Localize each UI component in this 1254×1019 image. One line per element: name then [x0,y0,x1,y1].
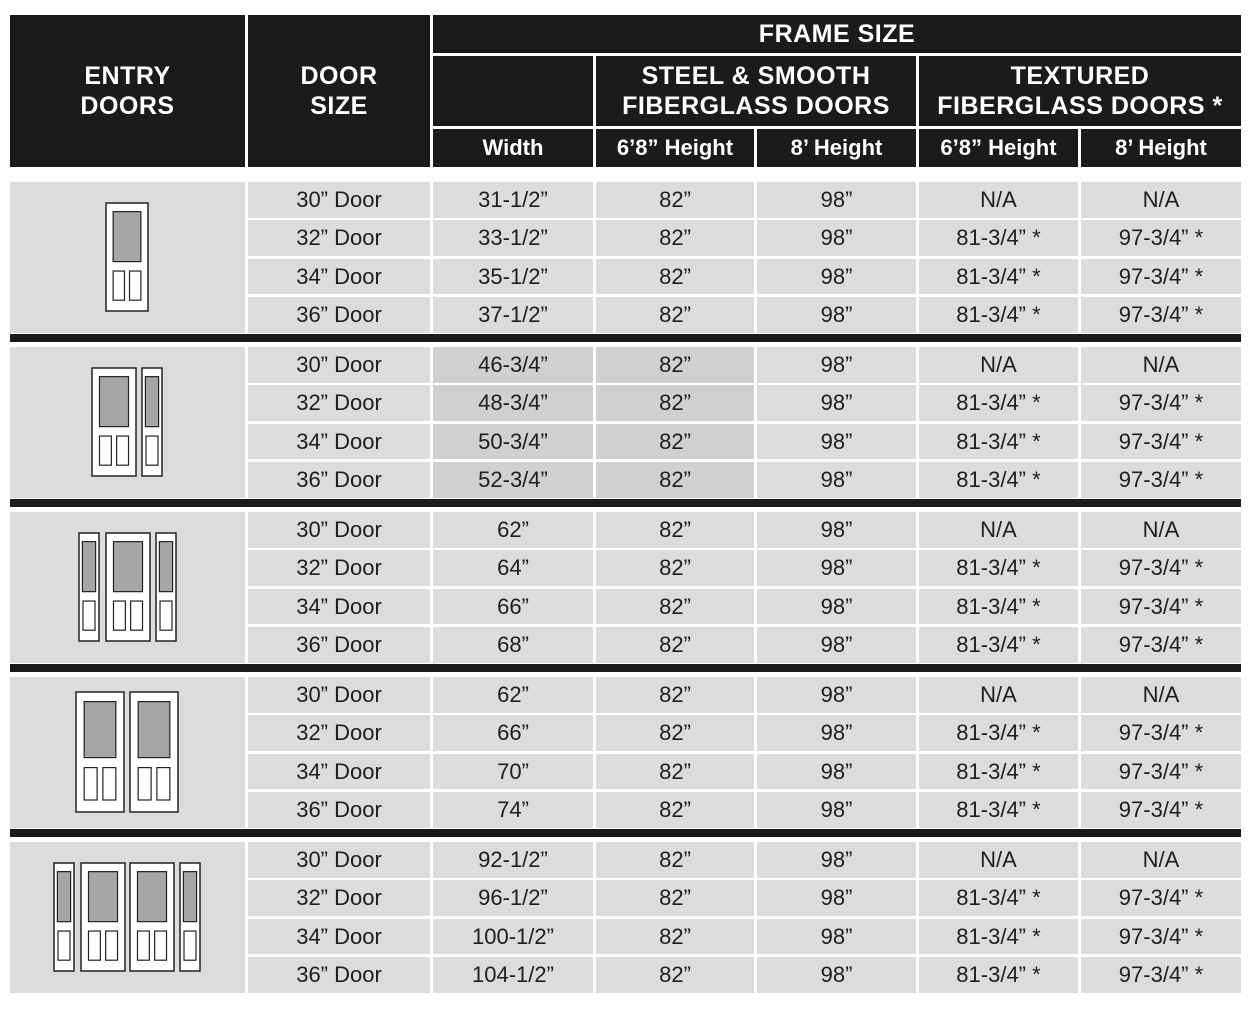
textured-68-height-cell: 81-3/4” * [919,462,1078,498]
door-size-cell: 30” Door [248,347,430,383]
steel-68-height-cell: 82” [596,347,754,383]
textured-8-height-cell: 97-3/4” * [1081,297,1241,333]
width-cell: 96-1/2” [433,880,593,916]
steel-68-height-header: 6’8” Height [596,129,754,167]
textured-68-height-cell: 81-3/4” * [919,589,1078,625]
door-size-cell: 32” Door [248,220,430,256]
textured-8-height-cell: N/A [1081,677,1241,713]
width-group-header [433,56,593,126]
door-size-cell: 34” Door [248,919,430,955]
width-cell: 66” [433,589,593,625]
steel-68-height-cell: 82” [596,182,754,218]
steel-8-height-cell: 98” [757,842,916,878]
textured-68-height-cell: 81-3/4” * [919,259,1078,295]
textured-68-height-cell: 81-3/4” * [919,424,1078,460]
textured-8-height-cell: 97-3/4” * [1081,754,1241,790]
door-size-cell: 32” Door [248,385,430,421]
double-door-with-sidelites-icon [10,842,245,993]
steel-68-height-cell: 82” [596,297,754,333]
steel-8-height-cell: 98” [757,754,916,790]
door-size-cell: 34” Door [248,424,430,460]
door-with-two-sidelites-icon [10,512,245,663]
steel-68-height-cell: 82” [596,957,754,993]
textured-68-height-cell: N/A [919,512,1078,548]
width-cell: 52-3/4” [433,462,593,498]
textured-68-height-cell: 81-3/4” * [919,880,1078,916]
door-size-cell: 30” Door [248,842,430,878]
textured-68-height-cell: 81-3/4” * [919,550,1078,586]
steel-8-height-cell: 98” [757,182,916,218]
textured-68-height-cell: 81-3/4” * [919,792,1078,828]
width-cell: 62” [433,677,593,713]
steel-8-height-cell: 98” [757,677,916,713]
group-separator [10,664,1241,672]
entry-doors-header: ENTRY DOORS [10,15,245,167]
textured-68-height-header: 6’8” Height [919,129,1078,167]
textured-68-height-cell: 81-3/4” * [919,957,1078,993]
door-size-cell: 36” Door [248,462,430,498]
door-size-cell: 36” Door [248,627,430,663]
door-size-cell: 36” Door [248,957,430,993]
textured-68-height-cell: N/A [919,842,1078,878]
steel-68-height-cell: 82” [596,462,754,498]
textured-8-height-cell: N/A [1081,347,1241,383]
steel-68-height-cell: 82” [596,550,754,586]
steel-8-height-cell: 98” [757,550,916,586]
textured-8-height-cell: 97-3/4” * [1081,589,1241,625]
width-cell: 70” [433,754,593,790]
group-separator [10,168,1241,182]
width-cell: 66” [433,715,593,751]
textured-68-height-cell: 81-3/4” * [919,297,1078,333]
door-size-cell: 30” Door [248,182,430,218]
steel-68-height-cell: 82” [596,792,754,828]
steel-smooth-header: STEEL & SMOOTH FIBERGLASS DOORS [596,56,916,126]
double-door-icon [10,677,245,828]
group-separator [10,334,1241,342]
textured-8-height-cell: 97-3/4” * [1081,462,1241,498]
steel-8-height-cell: 98” [757,462,916,498]
textured-8-height-cell: 97-3/4” * [1081,627,1241,663]
door-size-cell: 36” Door [248,297,430,333]
steel-68-height-cell: 82” [596,715,754,751]
steel-8-height-cell: 98” [757,424,916,460]
textured-8-height-cell: 97-3/4” * [1081,550,1241,586]
steel-8-height-cell: 98” [757,957,916,993]
steel-8-height-header: 8’ Height [757,129,916,167]
steel-8-height-cell: 98” [757,512,916,548]
steel-68-height-cell: 82” [596,220,754,256]
textured-68-height-cell: 81-3/4” * [919,715,1078,751]
width-cell: 35-1/2” [433,259,593,295]
textured-8-height-cell: N/A [1081,182,1241,218]
textured-8-height-cell: 97-3/4” * [1081,715,1241,751]
steel-68-height-cell: 82” [596,589,754,625]
steel-68-height-cell: 82” [596,259,754,295]
width-cell: 31-1/2” [433,182,593,218]
width-cell: 46-3/4” [433,347,593,383]
door-size-cell: 32” Door [248,550,430,586]
group-separator [10,499,1241,507]
textured-68-height-cell: N/A [919,182,1078,218]
door-size-cell: 30” Door [248,677,430,713]
door-size-cell: 34” Door [248,259,430,295]
width-cell: 100-1/2” [433,919,593,955]
width-cell: 104-1/2” [433,957,593,993]
textured-68-height-cell: 81-3/4” * [919,220,1078,256]
textured-8-height-cell: 97-3/4” * [1081,957,1241,993]
textured-8-height-cell: N/A [1081,842,1241,878]
width-cell: 33-1/2” [433,220,593,256]
width-cell: 62” [433,512,593,548]
steel-68-height-cell: 82” [596,424,754,460]
width-cell: 64” [433,550,593,586]
single-door-icon [10,182,245,333]
textured-8-height-cell: 97-3/4” * [1081,424,1241,460]
steel-68-height-cell: 82” [596,880,754,916]
steel-8-height-cell: 98” [757,627,916,663]
frame-size-header: FRAME SIZE [433,15,1241,53]
textured-68-height-cell: 81-3/4” * [919,919,1078,955]
width-cell: 50-3/4” [433,424,593,460]
textured-8-height-cell: 97-3/4” * [1081,792,1241,828]
steel-8-height-cell: 98” [757,880,916,916]
steel-8-height-cell: 98” [757,919,916,955]
textured-8-height-cell: 97-3/4” * [1081,385,1241,421]
steel-8-height-cell: 98” [757,297,916,333]
steel-68-height-cell: 82” [596,627,754,663]
door-size-cell: 32” Door [248,880,430,916]
textured-68-height-cell: N/A [919,677,1078,713]
textured-8-height-cell: 97-3/4” * [1081,919,1241,955]
door-with-one-sidelite-icon [10,347,245,498]
steel-68-height-cell: 82” [596,512,754,548]
textured-header: TEXTURED FIBERGLASS DOORS * [919,56,1241,126]
textured-8-height-cell: 97-3/4” * [1081,880,1241,916]
width-cell: 48-3/4” [433,385,593,421]
door-size-cell: 34” Door [248,589,430,625]
steel-68-height-cell: 82” [596,677,754,713]
textured-68-height-cell: 81-3/4” * [919,385,1078,421]
steel-68-height-cell: 82” [596,754,754,790]
steel-68-height-cell: 82” [596,842,754,878]
door-size-header: DOOR SIZE [248,15,430,167]
steel-8-height-cell: 98” [757,385,916,421]
door-size-cell: 32” Door [248,715,430,751]
textured-68-height-cell: 81-3/4” * [919,627,1078,663]
textured-8-height-cell: N/A [1081,512,1241,548]
door-size-cell: 36” Door [248,792,430,828]
textured-8-height-header: 8’ Height [1081,129,1241,167]
textured-8-height-cell: 97-3/4” * [1081,259,1241,295]
width-cell: 37-1/2” [433,297,593,333]
steel-68-height-cell: 82” [596,385,754,421]
steel-8-height-cell: 98” [757,259,916,295]
width-header: Width [433,129,593,167]
textured-8-height-cell: 97-3/4” * [1081,220,1241,256]
width-cell: 74” [433,792,593,828]
steel-8-height-cell: 98” [757,715,916,751]
steel-8-height-cell: 98” [757,792,916,828]
group-separator [10,829,1241,837]
steel-8-height-cell: 98” [757,347,916,383]
textured-68-height-cell: 81-3/4” * [919,754,1078,790]
width-cell: 92-1/2” [433,842,593,878]
textured-68-height-cell: N/A [919,347,1078,383]
steel-8-height-cell: 98” [757,589,916,625]
steel-8-height-cell: 98” [757,220,916,256]
door-size-cell: 30” Door [248,512,430,548]
door-size-cell: 34” Door [248,754,430,790]
steel-68-height-cell: 82” [596,919,754,955]
width-cell: 68” [433,627,593,663]
